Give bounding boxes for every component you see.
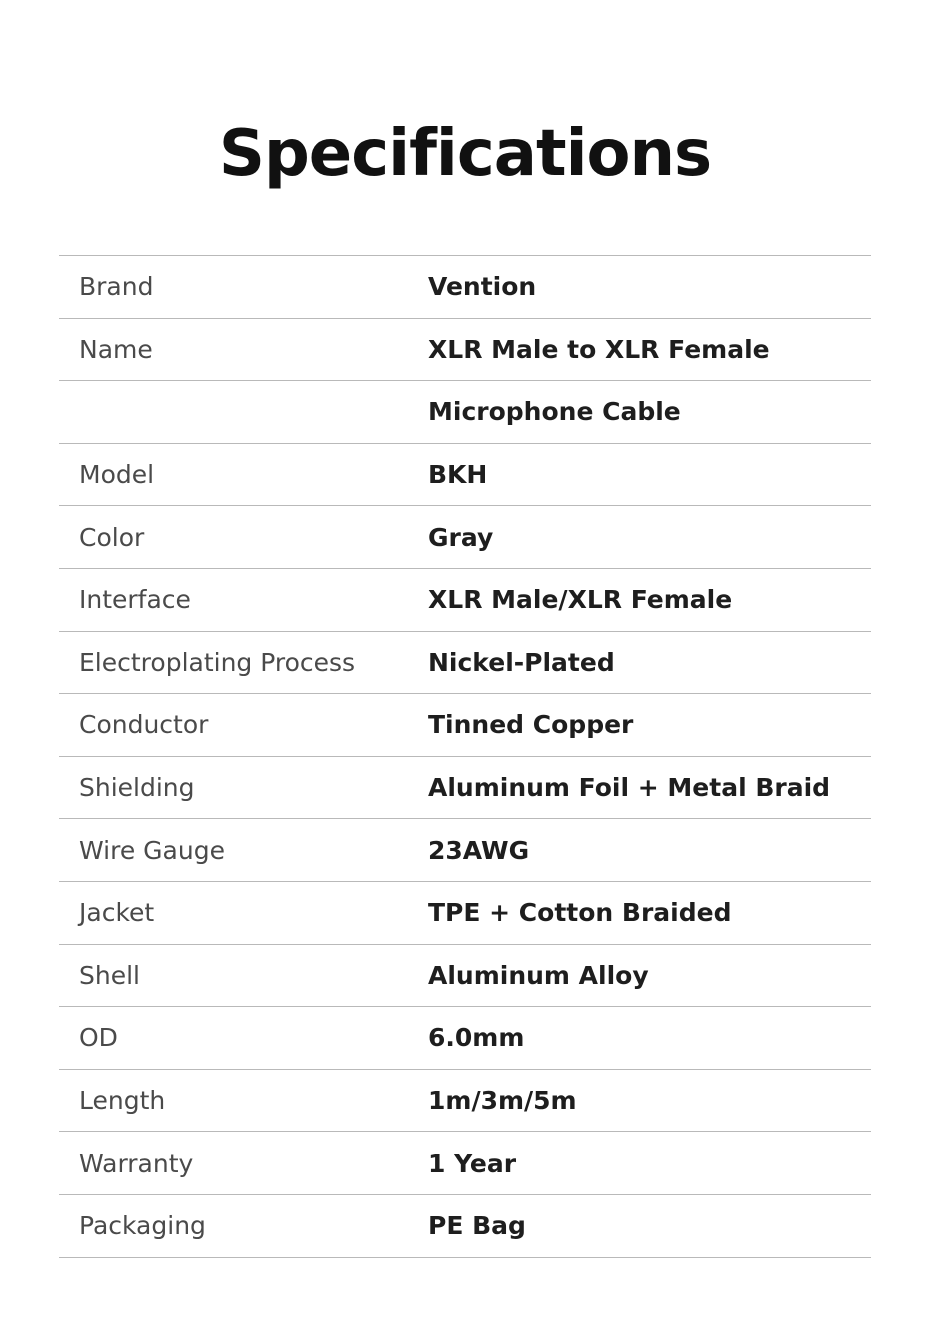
spec-value: Nickel-Plated [428,647,615,677]
spec-label: Jacket [79,898,155,928]
spec-label: Length [79,1086,166,1116]
spec-row-model [59,444,871,507]
specifications-table [59,255,871,1258]
spec-label: Color [79,522,145,552]
spec-row-brand [59,256,871,319]
spec-row-name-continued [59,381,871,444]
spec-row-interface [59,569,871,632]
spec-row-color [59,506,871,569]
spec-row-jacket [59,882,871,945]
spec-row-conductor [59,694,871,757]
spec-label: Conductor [79,710,209,740]
spec-row-wire-gauge [59,819,871,882]
spec-value: XLR Male/XLR Female [428,585,733,615]
spec-row-name [59,319,871,382]
spec-value: 1m/3m/5m [428,1086,577,1116]
spec-label: Shell [79,960,140,990]
spec-label: Shielding [79,773,195,803]
spec-row-electroplating-process [59,632,871,695]
spec-label: Interface [79,585,191,615]
spec-value: 1 Year [428,1148,517,1178]
spec-row-od [59,1007,871,1070]
spec-label: OD [79,1023,118,1053]
spec-label: Name [79,334,153,364]
spec-row-warranty [59,1132,871,1195]
spec-value: PE Bag [428,1211,526,1241]
spec-value: Microphone Cable [428,397,681,427]
spec-label: Warranty [79,1148,194,1178]
spec-row-shielding [59,757,871,820]
spec-value: 23AWG [428,835,530,865]
spec-row-packaging [59,1195,871,1258]
spec-value: XLR Male to XLR Female [428,334,770,364]
spec-value: Tinned Copper [428,710,634,740]
spec-label: Electroplating Process [79,647,356,677]
spec-value: BKH [428,460,488,490]
spec-label: Model [79,460,155,490]
spec-value: Gray [428,522,494,552]
page-title: Specifications [218,117,712,191]
spec-label: Wire Gauge [79,835,225,865]
spec-value: 6.0mm [428,1023,525,1053]
spec-value: Vention [428,272,537,302]
spec-value: Aluminum Alloy [428,960,649,990]
spec-label: Brand [79,272,154,302]
spec-value: Aluminum Foil + Metal Braid [428,773,831,803]
spec-row-length [59,1070,871,1133]
spec-row-shell [59,945,871,1008]
spec-value: TPE + Cotton Braided [428,898,732,928]
spec-label: Packaging [79,1211,206,1241]
